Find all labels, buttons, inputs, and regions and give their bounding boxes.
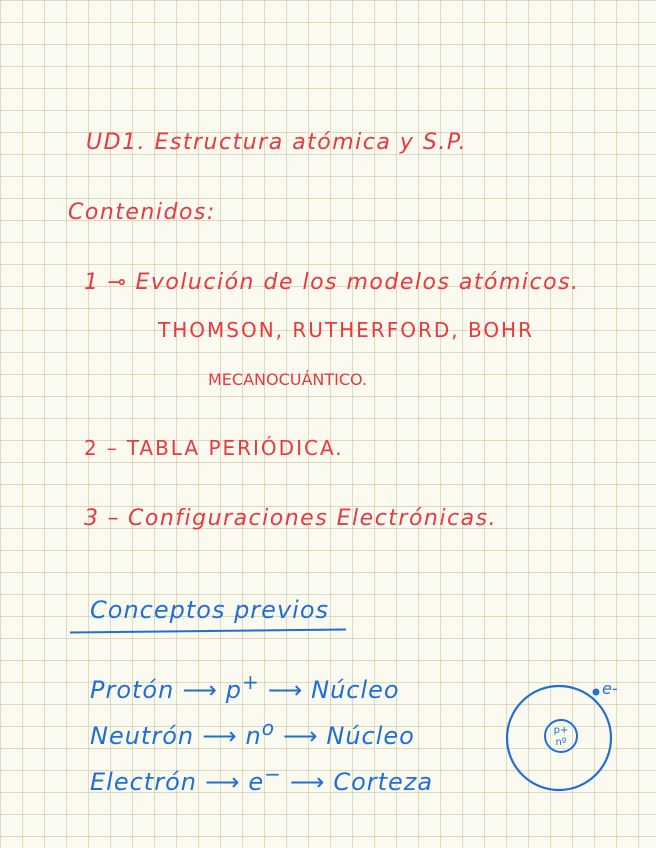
conceptos-heading: Conceptos previos [90, 596, 329, 624]
particle-charge: + [241, 670, 260, 694]
item-text: Configuraciones Electrónicas. [128, 506, 498, 531]
particle-name: Electrón [90, 768, 197, 796]
electron-label: e- [602, 679, 618, 698]
item-number: 2 [84, 436, 99, 460]
dash: – [106, 436, 119, 460]
concept-row-proton [90, 670, 400, 704]
particle-charge: − [264, 762, 282, 786]
item-1-mecanocuantico: MECANOCUÁNTICO. [208, 370, 368, 389]
nucleus-proton-label: p+ [553, 725, 569, 736]
nucleus-neutron-label: nº [555, 737, 567, 748]
item-1 [84, 270, 580, 295]
particle-location: Núcleo [326, 722, 415, 750]
electron-dot [593, 689, 600, 696]
item-2 [84, 436, 344, 460]
particle-symbol: p [225, 676, 242, 704]
arrow-icon: ⊸ [107, 270, 128, 295]
heading-underline [70, 629, 346, 634]
arrow-icon: ⟶ [282, 722, 319, 750]
particle-charge: o [261, 716, 275, 740]
particle-name: Neutrón [90, 722, 195, 750]
item-text: TABLA PERIÓDICA. [126, 436, 344, 460]
particle-location: Núcleo [311, 676, 400, 704]
item-number: 1 [84, 270, 100, 295]
particle-location: Corteza [333, 768, 434, 796]
item-1-models: THOMSON, RUTHERFORD, BOHR [158, 318, 534, 342]
arrow-icon: ⟶ [182, 676, 218, 704]
contenidos-heading: Contenidos: [68, 200, 216, 225]
item-3 [84, 506, 497, 531]
arrow-icon: ⟶ [202, 722, 238, 750]
particle-symbol: e [248, 768, 265, 796]
particle-name: Protón [90, 676, 175, 704]
arrow-icon: ⟶ [204, 768, 241, 796]
arrow-icon: ⟶ [289, 768, 326, 796]
item-number: 3 [84, 506, 100, 531]
atom-diagram [502, 678, 632, 808]
particle-symbol: n [245, 722, 262, 750]
item-text: Evolución de los modelos atómicos. [135, 270, 580, 295]
page-title: UD1. Estructura atómica y S.P. [86, 130, 468, 155]
dash: – [107, 506, 120, 531]
concept-row-neutron [90, 716, 415, 750]
concept-row-electron [90, 762, 433, 796]
arrow-icon: ⟶ [267, 676, 304, 704]
